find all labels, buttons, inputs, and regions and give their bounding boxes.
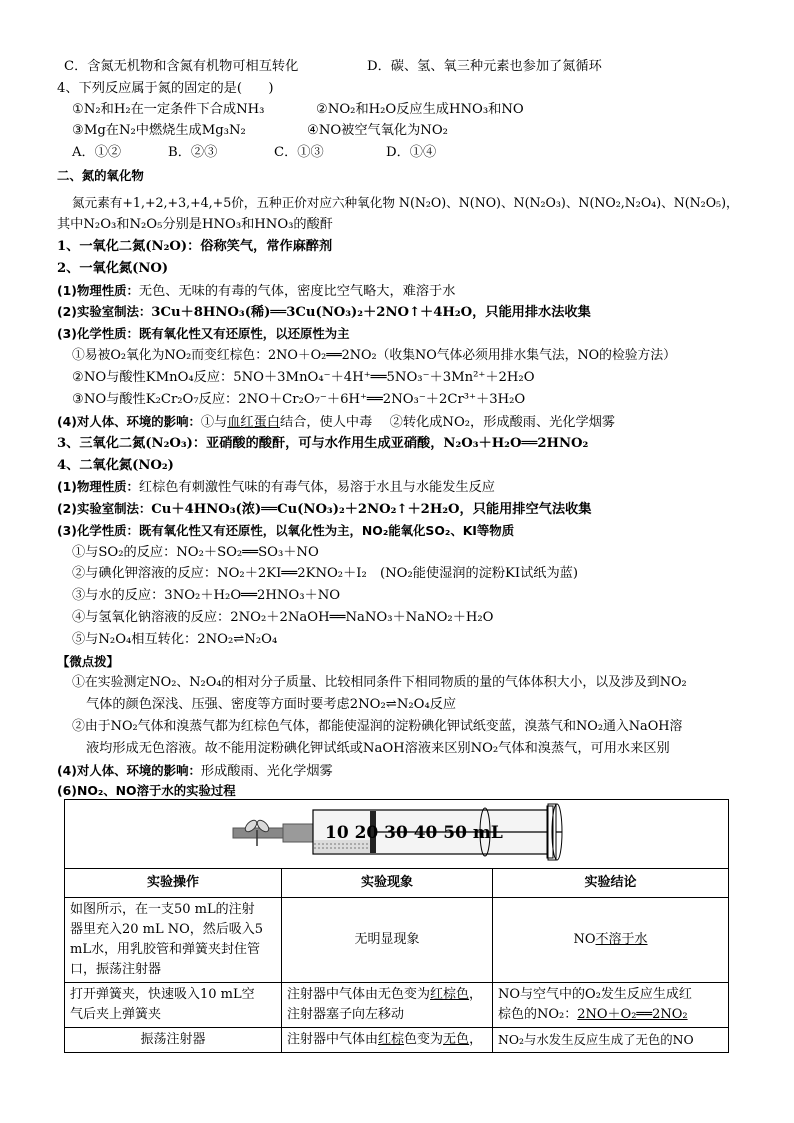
no2-reaction-3: ③与水的反应：3NO₂＋H₂O══2HNO₃＋NO [72, 588, 341, 603]
q4-choice-b: B．②③ [168, 145, 218, 160]
no-impact: (4)对人体、环境的影响：①与血红蛋白结合，使人中毒 ②转化成NO₂，形成酸雨、光化学烟雾 [57, 414, 616, 430]
no-reaction-1: ①易被O₂氧化为NO₂而变红棕色：2NO＋O₂══2NO₂（收集NO气体必须用排水集气法，NO的检验方法） [72, 348, 676, 363]
row1-operation: 如图所示，在一支50 mL的注射 器里充入20 mL NO，然后吸入5 mL水，用乳胶管和弹簧夹封住管 口，振荡注射器 [65, 898, 282, 983]
tip-heading: 【微点拨】 [57, 654, 119, 669]
tip-1-line-1: ①在实验测定NO₂、N₂O₄的相对分子质量、比较相同条件下相同物质的量的气体体积大小，以及涉及到NO₂ [72, 675, 687, 690]
question-4: 4、下列反应属于氮的固定的是( ) [57, 81, 274, 96]
no2-reaction-1: ①与SO₂的反应：NO₂＋SO₂══SO₃＋NO [72, 545, 319, 560]
no2-chemical: (3)化学性质：既有氧化性又有还原性，以氧化性为主，NO₂能氧化SO₂、KI等物质 [57, 523, 515, 538]
row2-operation: 打开弹簧夹，快速吸入10 mL空 气后夹上弹簧夹 [65, 983, 282, 1028]
row3-conclusion: NO₂与水发生反应生成了无色的NO [493, 1028, 729, 1053]
no2-lab-prep: (2)实验室制法：Cu＋4HNO₃(浓)══Cu(NO₃)₂＋2NO₂↑＋2H₂O，只能用排空气法收集 [57, 501, 592, 517]
q4-item-4: ④NO被空气氧化为NO₂ [307, 123, 448, 138]
row2-conclusion: NO与空气中的O₂发生反应生成红 棕色的NO₂：2NO＋O₂══2NO₂ [493, 983, 729, 1028]
syringe-tip [283, 824, 313, 842]
q4-choice-c: C．①③ [274, 145, 324, 160]
syringe-scale: 10 20 30 40 50 mL [325, 823, 503, 843]
heading-no: 2、一氧化氮(NO) [57, 261, 169, 276]
experiment-heading: (6)NO₂、NO溶于水的实验过程 [57, 783, 236, 798]
row3-operation: 振荡注射器 [65, 1028, 282, 1053]
q4-item-2: ②NO₂和H₂O反应生成HNO₃和NO [316, 102, 524, 117]
tip-2-line-1: ②由于NO₂气体和溴蒸气都为红棕色气体，都能使湿润的淀粉碘化钾试纸变蓝，溴蒸气和NO₂通入NaOH溶 [72, 719, 683, 734]
row2-phenomenon: 注射器中气体由无色变为红棕色， 注射器塞子向左移动 [282, 983, 493, 1028]
no-lab-prep: (2)实验室制法：3Cu＋8HNO₃(稀)══3Cu(NO₃)₂＋2NO↑＋4H₂O，只能用排水法收集 [57, 304, 591, 320]
experiment-table [64, 799, 729, 1053]
heading-no2: 4、二氧化氮(NO₂) [57, 458, 174, 473]
option-c: C．含氮无机物和含氮有机物可相互转化 [64, 59, 299, 74]
no-reaction-3: ③NO与酸性K₂Cr₂O₇反应：2NO＋Cr₂O₇⁻＋6H⁺══2NO₃⁻＋2Cr³⁺＋3H₂O [72, 392, 526, 407]
tip-1-line-2: 气体的颜色深浅、压强、密度等方面时要考虑2NO₂⇌N₂O₄反应 [86, 697, 457, 712]
no-physical: (1)物理性质：无色、无味的有毒的气体，密度比空气略大，难溶于水 [57, 283, 456, 299]
no2-reaction-2: ②与碘化钾溶液的反应：NO₂＋2KI══2KNO₂＋I₂ (NO₂能使湿润的淀粉KI试纸为蓝) [72, 566, 579, 581]
section-heading: 二、氮的氧化物 [57, 168, 144, 183]
option-d: D．碳、氢、氧三种元素也参加了氮循环 [367, 59, 602, 74]
q4-choice-a: A．①② [72, 145, 122, 160]
header-operation: 实验操作 [65, 869, 282, 898]
no-chemical: (3)化学性质：既有氧化性又有还原性，以还原性为主 [57, 326, 350, 341]
no2-reaction-5: ⑤与N₂O₄相互转化：2NO₂⇌N₂O₄ [72, 632, 278, 647]
heading-n2o: 1、一氧化二氮(N₂O)：俗称笑气，常作麻醉剂 [57, 239, 333, 254]
row3-phenomenon: 注射器中气体由红棕色变为无色， [282, 1028, 493, 1053]
header-phenomenon: 实验现象 [282, 869, 493, 898]
header-conclusion: 实验结论 [493, 869, 729, 898]
syringe-figure [65, 800, 729, 869]
no2-impact: (4)对人体、环境的影响：形成酸雨、光化学烟雾 [57, 763, 333, 779]
no2-physical: (1)物理性质：红棕色有刺激性气味的有毒气体，易溶于水且与水能发生反应 [57, 479, 495, 495]
row1-conclusion: NO不溶于水 [493, 898, 729, 983]
tip-2-line-2: 液均形成无色溶液。故不能用淀粉碘化钾试纸或NaOH溶液来区别NO₂气体和溴蒸气，可用水来区别 [86, 741, 670, 756]
row1-phenomenon: 无明显现象 [282, 898, 493, 983]
anhydride-note: 其中N₂O₃和N₂O₅分别是HNO₃和HNO₃的酸酐 [57, 217, 333, 232]
q4-choice-d: D．①④ [386, 145, 437, 160]
q4-item-3: ③Mg在N₂中燃烧生成Mg₃N₂ [72, 123, 246, 138]
q4-item-1: ①N₂和H₂在一定条件下合成NH₃ [72, 102, 265, 117]
valence-intro: 氮元素有+1,+2,+3,+4,+5价，五种正价对应六种氧化物 N(N₂O)、N(NO)、N(N₂O₃)、N(NO₂,N₂O₄)、N(N₂O₅)， [72, 195, 739, 210]
rubber-tube [233, 828, 283, 838]
syringe-illustration [65, 800, 727, 868]
no2-reaction-4: ④与氢氧化钠溶液的反应：2NO₂＋2NaOH══NaNO₃＋NaNO₂＋H₂O [72, 610, 494, 625]
heading-n2o3: 3、三氧化二氮(N₂O₃)：亚硝酸的酸酐，可与水作用生成亚硝酸，N₂O₃＋H₂O══2HNO₂ [57, 436, 589, 451]
no-reaction-2: ②NO与酸性KMnO₄反应：5NO＋3MnO₄⁻＋4H⁺══5NO₃⁻＋3Mn²⁺＋2H₂O [72, 370, 535, 385]
